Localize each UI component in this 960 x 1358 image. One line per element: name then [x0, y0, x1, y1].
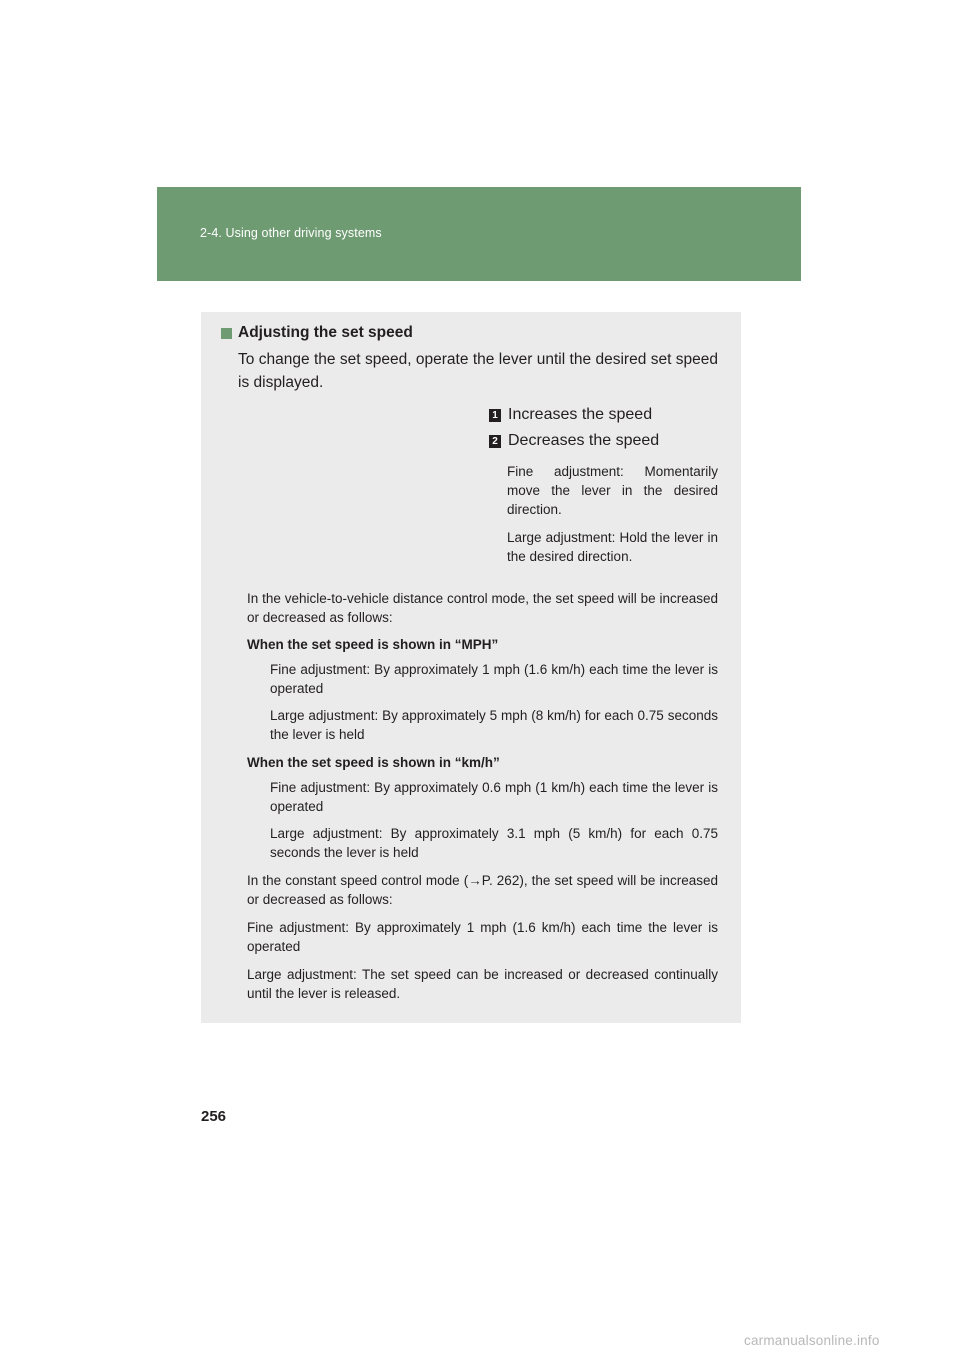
kmh-heading: When the set speed is shown in “km/h”	[247, 755, 500, 770]
intro-paragraph: To change the set speed, operate the lever until the desired set speed is displayed.	[238, 351, 718, 391]
large-adjustment-note: Large adjustment: Hold the lever in the desired direction.	[507, 530, 718, 564]
kmh-large-adjustment: Large adjustment: By approximately 3.1 mph (5 km/h) for each 0.75 seconds the lever is held	[270, 826, 718, 860]
step-text: Increases the speed	[508, 406, 653, 423]
step-decrease	[489, 432, 659, 450]
section-title: 2-4. Using other driving systems	[200, 226, 382, 240]
constant-fine-adjustment: Fine adjustment: By approximately 1 mph (1.6 km/h) each time the lever is operated	[247, 920, 718, 954]
fine-adjustment-note: Fine adjustment: Momentarily move the lever in the desired direction.	[507, 464, 718, 517]
watermark-text: carmanualsonline.info	[744, 1333, 880, 1348]
mph-heading: When the set speed is shown in “MPH”	[247, 637, 499, 652]
constant-large-adjustment: Large adjustment: The set speed can be increased or decreased continually until the lever is released.	[247, 967, 718, 1001]
step-text: Decreases the speed	[508, 432, 660, 449]
vehicle-mode-intro: In the vehicle-to-vehicle distance control mode, the set speed will be increased or decreased as follows:	[247, 591, 718, 625]
mph-fine-adjustment: Fine adjustment: By approximately 1 mph (1.6 km/h) each time the lever is operated	[270, 662, 718, 696]
kmh-fine-adjustment: Fine adjustment: By approximately 0.6 mph (1 km/h) each time the lever is operated	[270, 780, 718, 814]
step-number-badge: 1	[489, 409, 501, 422]
heading-text: Adjusting the set speed	[238, 324, 413, 341]
section-header-band	[157, 187, 801, 281]
step-increase	[489, 406, 652, 424]
heading-bullet-icon	[221, 328, 232, 339]
info-box	[201, 312, 741, 1023]
page-number: 256	[201, 1108, 227, 1125]
step-number-badge: 2	[489, 435, 501, 448]
mph-large-adjustment: Large adjustment: By approximately 5 mph (8 km/h) for each 0.75 seconds the lever is held	[270, 708, 718, 742]
constant-mode-intro: In the constant speed control mode (→P. 262), the set speed will be increased or decreased as follows:	[247, 873, 718, 907]
subsection-heading	[221, 324, 413, 342]
